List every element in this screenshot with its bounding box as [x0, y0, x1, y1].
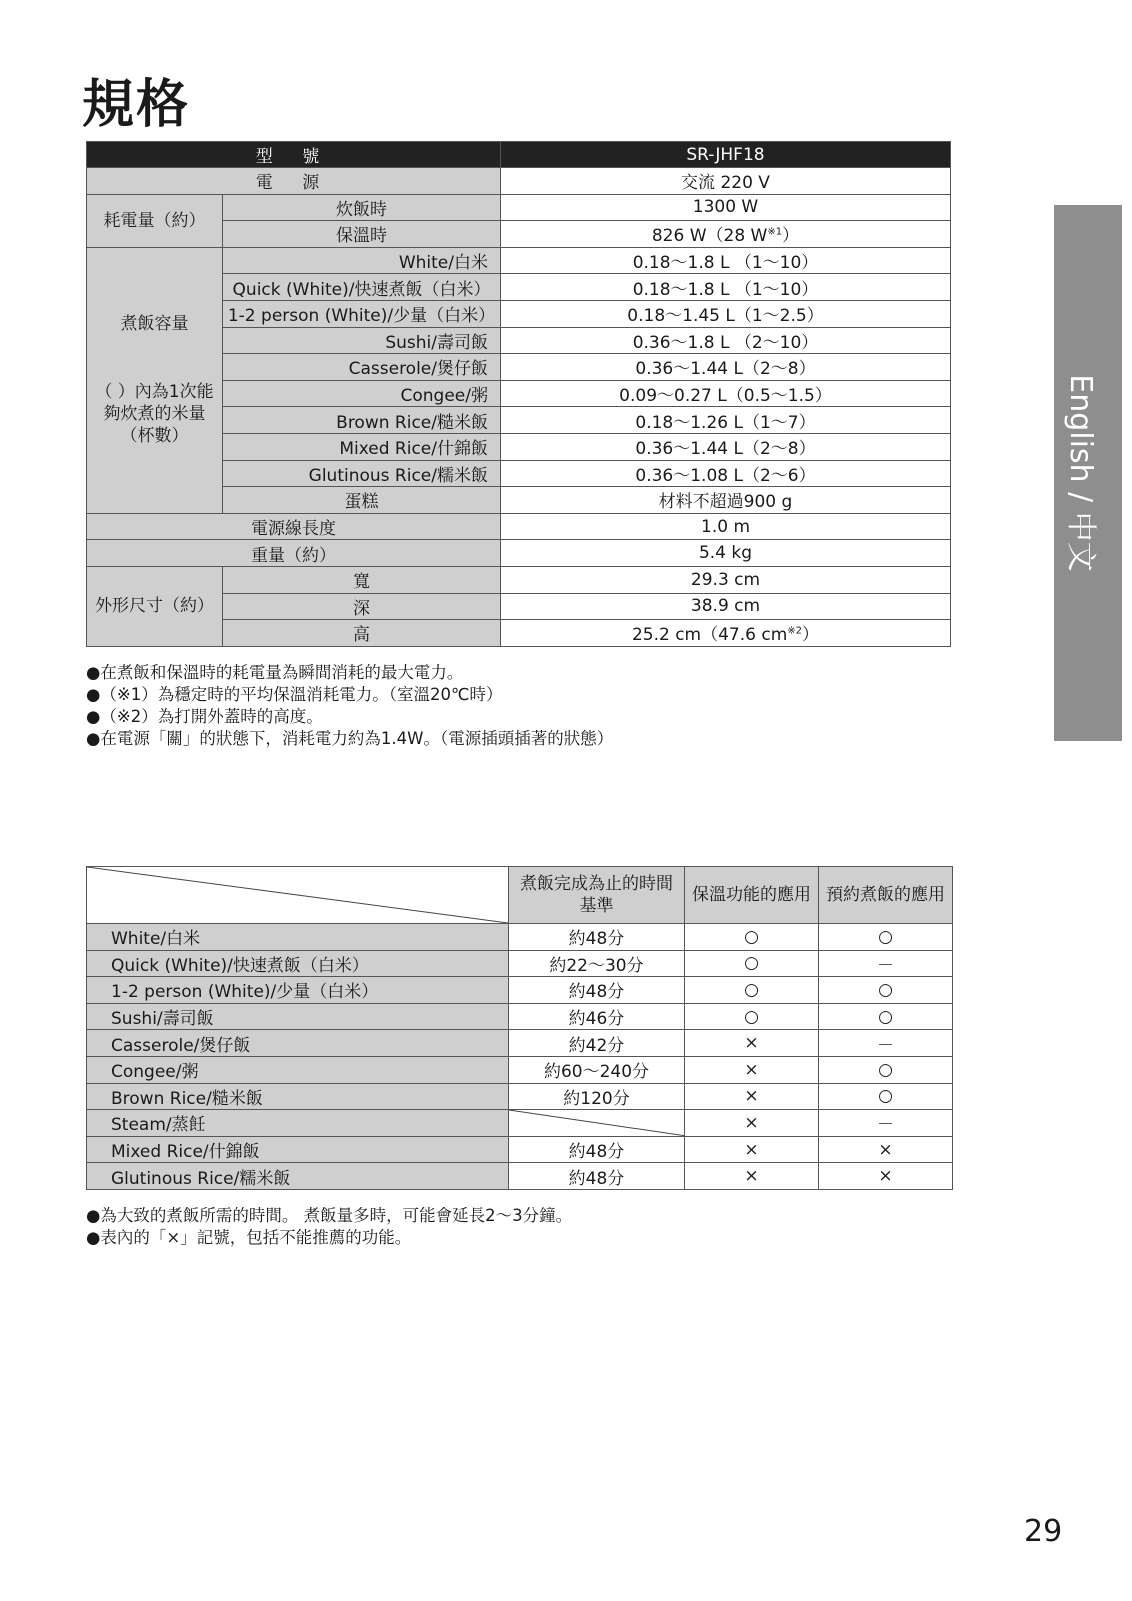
warming-note-mark: ※1	[767, 226, 783, 238]
consumption-label: 耗電量（約）	[87, 194, 223, 247]
menu-time: 約42分	[509, 1030, 685, 1057]
spec-row-cooking	[87, 194, 951, 221]
menu-time: 約120分	[509, 1083, 685, 1110]
menu-name: Congee/粥	[87, 1056, 509, 1083]
depth-label: 深	[223, 593, 501, 620]
capacity-menu: Glutinous Rice/糯米飯	[223, 460, 501, 487]
menu-time: 約48分	[509, 977, 685, 1004]
menu-keep-warm: ○	[685, 924, 819, 951]
menu-row	[87, 1056, 953, 1083]
header-time: 煮飯完成為止的時間基準	[509, 867, 685, 924]
menu-time-na	[509, 1110, 685, 1137]
width-label: 寬	[223, 566, 501, 593]
capacity-menu: Quick (White)/快速煮飯（白米）	[223, 274, 501, 301]
height-value: 25.2 cm（47.6 cm	[631, 625, 788, 646]
capacity-menu: Casserole/煲仔飯	[223, 354, 501, 381]
menu-name: 1-2 person (White)/少量（白米）	[87, 977, 509, 1004]
spec-row-width	[87, 566, 951, 593]
height-value-cell	[501, 620, 951, 647]
height-label: 高	[223, 620, 501, 647]
page-title: 規格	[82, 75, 191, 135]
language-side-tab	[1054, 205, 1122, 741]
depth-value: 38.9 cm	[501, 593, 951, 620]
menu-note: ●表內的「×」記號，包括不能推薦的功能。	[86, 1228, 412, 1247]
menu-row	[87, 924, 953, 951]
menu-timer: ×	[819, 1163, 953, 1190]
warming-close: ）	[782, 226, 800, 247]
capacity-value: 0.18～1.45 L（1～2.5）	[501, 300, 951, 327]
menu-keep-warm: ○	[685, 977, 819, 1004]
menu-keep-warm: ×	[685, 1163, 819, 1190]
menu-row	[87, 1110, 953, 1137]
capacity-value: 0.18～1.8 L （1～10）	[501, 247, 951, 274]
spec-notes	[86, 662, 613, 750]
menu-time: 約46分	[509, 1003, 685, 1030]
capacity-menu: 蛋糕	[223, 487, 501, 514]
menu-row	[87, 1083, 953, 1110]
capacity-value: 材料不超過900 g	[501, 487, 951, 514]
menu-row	[87, 1136, 953, 1163]
spec-table	[86, 141, 951, 647]
capacity-value: 0.36～1.8 L （2～10）	[501, 327, 951, 354]
power-source-value: 交流 220 V	[501, 168, 951, 195]
menu-notes	[86, 1205, 572, 1249]
capacity-value: 0.36～1.44 L（2～8）	[501, 354, 951, 381]
menu-name: Mixed Rice/什錦飯	[87, 1136, 509, 1163]
menu-time: 約48分	[509, 1163, 685, 1190]
weight-label: 重量（約）	[87, 540, 501, 567]
dimensions-label: 外形尺寸（約）	[87, 566, 223, 646]
menu-name: Casserole/煲仔飯	[87, 1030, 509, 1057]
cord-label: 電源線長度	[87, 513, 501, 540]
model-value: SR-JHF18	[501, 142, 951, 168]
corner-diagonal	[87, 867, 508, 923]
menu-timer: ○	[819, 1083, 953, 1110]
weight-value: 5.4 kg	[501, 540, 951, 567]
menu-timer: －	[819, 1110, 953, 1137]
capacity-value: 0.18～1.8 L （1～10）	[501, 274, 951, 301]
warming-label: 保溫時	[223, 221, 501, 248]
menu-keep-warm: ×	[685, 1083, 819, 1110]
spec-row-model	[87, 142, 951, 168]
menu-keep-warm: ×	[685, 1136, 819, 1163]
menu-keep-warm: ×	[685, 1110, 819, 1137]
menu-name: Brown Rice/糙米飯	[87, 1083, 509, 1110]
spec-note: ●在煮飯和保溫時的耗電量為瞬間消耗的最大電力。	[86, 663, 464, 682]
capacity-menu: 1-2 person (White)/少量（白米）	[223, 300, 501, 327]
capacity-menu: Sushi/壽司飯	[223, 327, 501, 354]
menu-timer: ○	[819, 1056, 953, 1083]
menu-time: 約48分	[509, 924, 685, 951]
model-label: 型 號	[87, 142, 501, 168]
capacity-value: 0.09～0.27 L（0.5～1.5）	[501, 380, 951, 407]
header-timer: 預約煮飯的應用	[819, 867, 953, 924]
menu-timer: －	[819, 1030, 953, 1057]
menu-row	[87, 1003, 953, 1030]
header-corner	[87, 867, 509, 924]
capacity-menu: Congee/粥	[223, 380, 501, 407]
capacity-row	[87, 247, 951, 274]
spec-note: ●（※1）為穩定時的平均保溫消耗電力。（室溫20℃時）	[86, 685, 503, 704]
cooking-value: 1300 W	[501, 194, 951, 221]
power-source-label: 電 源	[87, 168, 501, 195]
spec-row-power	[87, 168, 951, 195]
menu-row	[87, 977, 953, 1004]
menu-timer: ○	[819, 977, 953, 1004]
menu-note: ●為大致的煮飯所需的時間。 煮飯量多時，可能會延長2～3分鐘。	[86, 1206, 573, 1225]
height-close: ）	[802, 625, 820, 646]
capacity-label: 煮飯容量	[120, 314, 189, 335]
warming-value-cell	[501, 221, 951, 248]
capacity-group	[87, 247, 223, 513]
spec-row-weight	[87, 540, 951, 567]
spec-note: ●（※2）為打開外蓋時的高度。	[86, 707, 323, 726]
capacity-menu: Mixed Rice/什錦飯	[223, 433, 501, 460]
width-value: 29.3 cm	[501, 566, 951, 593]
cooking-label: 炊飯時	[223, 194, 501, 221]
menu-time: 約60～240分	[509, 1056, 685, 1083]
menu-keep-warm: ○	[685, 950, 819, 977]
capacity-value: 0.36～1.08 L（2～6）	[501, 460, 951, 487]
menu-row	[87, 950, 953, 977]
spec-note: ●在電源「關」的狀態下，消耗電力約為1.4W。（電源插頭插著的狀態）	[86, 729, 614, 748]
capacity-menu: White/白米	[223, 247, 501, 274]
cord-value: 1.0 m	[501, 513, 951, 540]
menu-keep-warm: ○	[685, 1003, 819, 1030]
menu-row	[87, 1030, 953, 1057]
menu-keep-warm: ×	[685, 1030, 819, 1057]
side-tab-label: English / 中文	[1063, 374, 1098, 572]
menu-name: Steam/蒸飪	[87, 1110, 509, 1137]
capacity-value: 0.36～1.44 L（2～8）	[501, 433, 951, 460]
page-number: 29	[1024, 1514, 1063, 1549]
menu-keep-warm: ×	[685, 1056, 819, 1083]
menu-name: Glutinous Rice/糯米飯	[87, 1163, 509, 1190]
menu-timer: ×	[819, 1136, 953, 1163]
capacity-value: 0.18～1.26 L（1～7）	[501, 407, 951, 434]
menu-table	[86, 866, 953, 1190]
height-note-mark: ※2	[787, 625, 803, 637]
menu-name: White/白米	[87, 924, 509, 951]
menu-time: 約48分	[509, 1136, 685, 1163]
menu-time: 約22～30分	[509, 950, 685, 977]
menu-row	[87, 1163, 953, 1190]
menu-timer: ○	[819, 924, 953, 951]
capacity-note: （ ）內為1次能夠炊煮的米量（杯數）	[95, 382, 214, 447]
menu-table-header	[87, 867, 953, 924]
na-diagonal	[509, 1110, 684, 1136]
header-keep-warm: 保溫功能的應用	[685, 867, 819, 924]
menu-name: Quick (White)/快速煮飯（白米）	[87, 950, 509, 977]
menu-name: Sushi/壽司飯	[87, 1003, 509, 1030]
spec-row-cord	[87, 513, 951, 540]
menu-timer: ○	[819, 1003, 953, 1030]
menu-timer: －	[819, 950, 953, 977]
warming-value: 826 W（28 W	[651, 226, 768, 247]
capacity-menu: Brown Rice/糙米飯	[223, 407, 501, 434]
